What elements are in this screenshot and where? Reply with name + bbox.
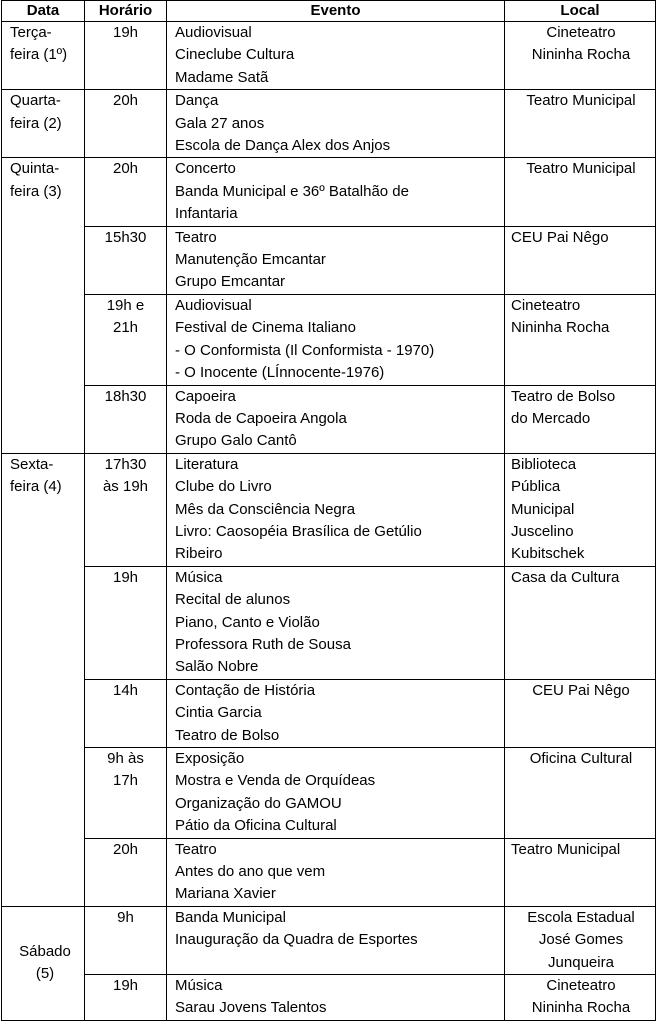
local-line: Cineteatro: [546, 977, 616, 995]
event-cell: [167, 158, 505, 226]
event-line: Ribeiro: [175, 545, 223, 563]
local-cell: [505, 226, 656, 294]
local-cell: [505, 975, 656, 1021]
date-text: Quarta- feira (2): [10, 92, 62, 132]
local-line: Pública: [511, 478, 561, 496]
event-line: Literatura: [175, 455, 239, 473]
event-cell: [167, 748, 505, 839]
header-evento: Evento: [167, 1, 505, 22]
event-line: Audiovisual: [175, 24, 252, 41]
event-line: Banda Municipal e 36º Batalhão de: [175, 182, 409, 200]
table-row: [2, 385, 656, 453]
local-line: Juscelino: [511, 522, 574, 540]
local-line: Nininha Rocha: [531, 46, 631, 64]
time-cell: 9h: [85, 906, 167, 974]
event-line: Audiovisual: [175, 296, 252, 314]
date-text: Sexta- feira (4): [10, 455, 62, 496]
event-cell: [167, 679, 505, 747]
date-cell: [2, 22, 85, 90]
event-line: Antes do ano que vem: [175, 863, 326, 881]
date-cell: [2, 158, 85, 453]
event-line: Música: [175, 568, 223, 586]
local-line: Nininha Rocha: [531, 999, 631, 1017]
event-line: Mostra e Venda de Orquídeas: [175, 772, 376, 790]
time-cell: 18h30: [85, 385, 167, 453]
local-line: Cineteatro: [511, 296, 581, 314]
event-line: Música: [175, 977, 223, 995]
event-line: Madame Satã: [175, 68, 269, 86]
event-line: Livro: Caosopéia Brasílica de Getúlio: [175, 522, 422, 540]
date-cell: [2, 453, 85, 906]
event-line: Gala 27 anos: [175, 114, 265, 132]
event-line: Escola de Dança Alex dos Anjos: [175, 137, 391, 155]
local-cell: [505, 453, 656, 566]
event-cell: [167, 906, 505, 974]
time-text: 17h30 às 19h: [102, 455, 149, 496]
local-line: CEU Pai Nêgo: [532, 681, 630, 699]
event-line: Contação de História: [175, 681, 316, 699]
local-cell: [505, 748, 656, 839]
date-text: Terça- feira (1º): [10, 24, 68, 64]
event-line: Infantaria: [175, 205, 238, 223]
local-line: Casa da Cultura: [511, 568, 620, 586]
date-cell: [2, 90, 85, 158]
event-line: Organização do GAMOU: [175, 794, 342, 812]
event-line: Inauguração da Quadra de Esportes: [175, 931, 418, 949]
events-schedule-table: [1, 0, 656, 1021]
local-cell: [505, 566, 656, 679]
table-row: [2, 748, 656, 839]
table-row: [2, 158, 656, 226]
local-cell: [505, 294, 656, 385]
table-row: [2, 838, 656, 906]
event-cell: [167, 226, 505, 294]
time-cell: [85, 294, 167, 385]
table-row: [2, 22, 656, 90]
table-row: [2, 90, 656, 158]
time-cell: 19h: [85, 975, 167, 1021]
table-row: [2, 906, 656, 974]
local-line: Biblioteca: [511, 455, 577, 473]
local-line: Kubitschek: [511, 545, 585, 563]
local-cell: [505, 838, 656, 906]
event-line: Professora Ruth de Sousa: [175, 635, 351, 653]
event-line: Teatro: [175, 228, 217, 246]
event-line: Festival de Cinema Italiano: [175, 319, 356, 337]
header-horario: Horário: [85, 1, 167, 22]
event-line: Dança: [175, 92, 219, 110]
event-line: Piano, Canto e Violão: [175, 613, 320, 631]
local-line: Teatro Municipal: [526, 92, 636, 110]
local-line: Municipal: [511, 500, 575, 518]
time-cell: 14h: [85, 679, 167, 747]
event-line: Capoeira: [175, 387, 236, 405]
table-row: [2, 226, 656, 294]
table-row: [2, 975, 656, 1021]
table-row: [2, 679, 656, 747]
event-line: Cineclube Cultura: [175, 46, 295, 64]
event-line: Banda Municipal: [175, 908, 286, 926]
local-line: Escola Estadual: [527, 908, 635, 926]
event-line: Cintia Garcia: [175, 704, 262, 722]
local-cell: [505, 906, 656, 974]
event-line: Concerto: [175, 160, 236, 178]
event-cell: [167, 566, 505, 679]
local-cell: [505, 90, 656, 158]
event-line: Sarau Jovens Talentos: [175, 999, 327, 1017]
local-cell: [505, 22, 656, 90]
local-cell: [505, 158, 656, 226]
event-cell: [167, 90, 505, 158]
date-text: Sábado (5): [19, 942, 71, 983]
event-cell: [167, 838, 505, 906]
time-cell: 20h: [85, 838, 167, 906]
date-cell: [2, 906, 85, 1020]
event-line: Exposição: [175, 750, 245, 767]
time-cell: [85, 453, 167, 566]
event-line: - O Conformista (Il Conformista - 1970): [175, 341, 435, 359]
local-line: Junqueira: [548, 953, 614, 971]
table-row: [2, 453, 656, 566]
local-line: Teatro Municipal: [526, 160, 636, 178]
event-line: Teatro de Bolso: [175, 726, 280, 744]
time-cell: 19h: [85, 22, 167, 90]
time-cell: 15h30: [85, 226, 167, 294]
time-cell: 19h: [85, 566, 167, 679]
event-line: Teatro: [175, 840, 217, 858]
event-line: Mariana Xavier: [175, 885, 276, 903]
local-line: José Gomes: [538, 931, 624, 949]
event-line: Roda de Capoeira Angola: [175, 409, 347, 427]
header-local: Local: [505, 1, 656, 22]
event-line: Clube do Livro: [175, 478, 272, 496]
event-line: Grupo Emcantar: [175, 273, 286, 291]
local-line: Teatro de Bolso: [511, 387, 616, 405]
event-cell: [167, 22, 505, 90]
local-line: Oficina Cultural: [529, 750, 633, 767]
event-line: Manutenção Emcantar: [175, 251, 326, 269]
event-line: Salão Nobre: [175, 658, 259, 676]
table-header-row: [2, 1, 656, 22]
local-line: Cineteatro: [546, 24, 616, 41]
event-cell: [167, 385, 505, 453]
local-line: do Mercado: [511, 409, 591, 427]
event-line: - O Inocente (LÍnnocente-1976): [175, 364, 385, 382]
event-cell: [167, 294, 505, 385]
time-cell: 20h: [85, 158, 167, 226]
event-line: Mês da Consciência Negra: [175, 500, 356, 518]
local-cell: [505, 385, 656, 453]
schedule-body: [2, 22, 656, 1021]
event-cell: [167, 975, 505, 1021]
event-cell: [167, 453, 505, 566]
local-line: Teatro Municipal: [511, 840, 621, 858]
time-cell: 20h: [85, 90, 167, 158]
local-line: CEU Pai Nêgo: [511, 228, 609, 246]
event-line: Recital de alunos: [175, 591, 291, 609]
table-row: [2, 566, 656, 679]
event-line: Pátio da Oficina Cultural: [175, 817, 337, 835]
local-cell: [505, 679, 656, 747]
time-text: 9h às 17h: [107, 750, 144, 790]
table-row: [2, 294, 656, 385]
header-data: Data: [2, 1, 85, 22]
local-line: Nininha Rocha: [511, 319, 610, 337]
time-text: 19h e 21h: [106, 296, 145, 337]
time-cell: [85, 748, 167, 839]
date-text: Quinta- feira (3): [10, 160, 62, 200]
event-line: Grupo Galo Cantô: [175, 432, 297, 450]
